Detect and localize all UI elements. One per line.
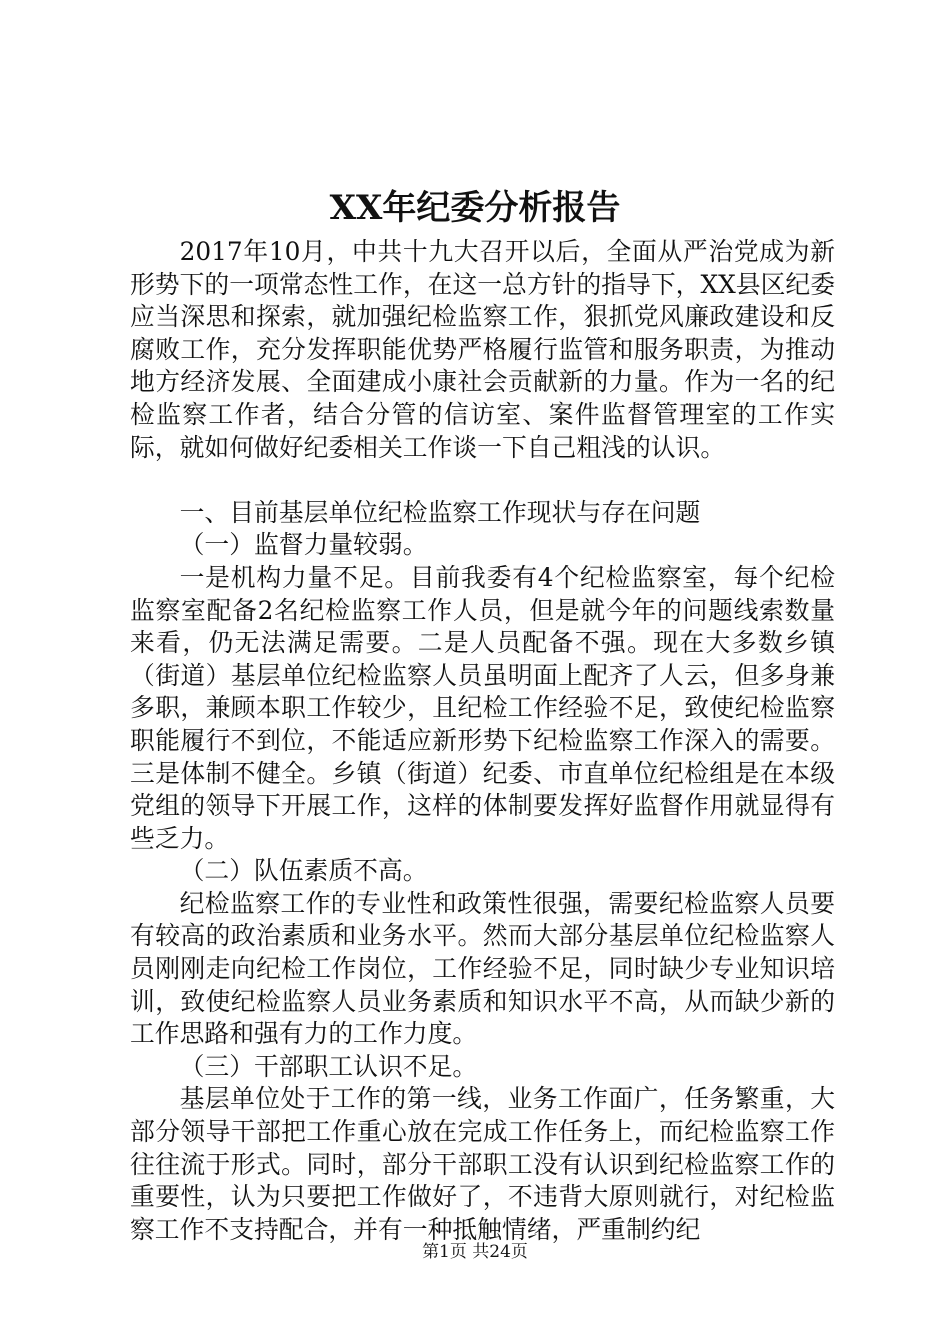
subsection-heading-2: （二）队伍素质不高。: [179, 856, 428, 886]
paragraph-intro: 2017年10月，中共十九大召开以后，全面从严治党成为新形势下的一项常态性工作，在这一总方针的指导下，XX县区纪委应当深思和探索，就加强纪检监察工作，狠抓党风廉政建设和反腐败工作，充分发挥职能优势严格履行监管和服务职责，为推动地方经济发展、全面建成小康社会贡献新的力量。作为一名的纪检监察工作者，结合分管的信访室、案件监督管理室的工作实际，就如何做好纪委相关工作谈一下自己粗浅的认识。: [130, 237, 835, 462]
subsection-heading-3: （三）干部职工认识不足。: [179, 1051, 478, 1081]
document-title: XX年纪委分析报告: [329, 188, 621, 228]
subsection-heading-1: （一）监督力量较弱。: [179, 530, 428, 560]
paragraph-gap: [130, 464, 835, 497]
section-heading-1: 一、目前基层单位纪检监察工作现状与存在问题: [179, 497, 701, 527]
paragraph-subsection-1: 一是机构力量不足。目前我委有4个纪检监察室，每个纪检监察室配备2名纪检监察工作人员，但是就今年的问题线索数量来看，仍无法满足需要。二是人员配备不强。现在大多数乡镇（街道）基层单位纪检监察人员虽明面上配齐了人云，但多身兼多职，兼顾本职工作较少，且纪检工作经验不足，致使纪检监察职能履行不到位，不能适应新形势下纪检监察工作深入的需要。三是体制不健全。乡镇（街道）纪委、市直单位纪检组是在本级党组的领导下开展工作，这样的体制要发挥好监督作用就显得有些乏力。: [130, 562, 835, 853]
paragraph-subsection-2: 纪检监察工作的专业性和政策性很强，需要纪检监察人员要有较高的政治素质和业务水平。然而大部分基层单位纪检监察人员刚刚走向纪检工作岗位，工作经验不足，同时缺少专业知识培训，致使纪检监察人员业务素质和知识水平不高，从而缺少新的工作思路和强有力的工作力度。: [130, 888, 835, 1049]
document-body: [130, 236, 835, 1246]
page-number-footer: 第1页 共24页: [422, 1242, 528, 1262]
paragraph-subsection-3: 基层单位处于工作的第一线，业务工作面广，任务繁重，大部分领导干部把工作重心放在完成工作任务上，而纪检监察工作往往流于形式。同时，部分干部职工没有认识到纪检监察工作的重要性，认为只要把工作做好了，不违背大原则就行，对纪检监察工作不支持配合，并有一种抵触情绪，严重制约纪: [130, 1084, 835, 1244]
